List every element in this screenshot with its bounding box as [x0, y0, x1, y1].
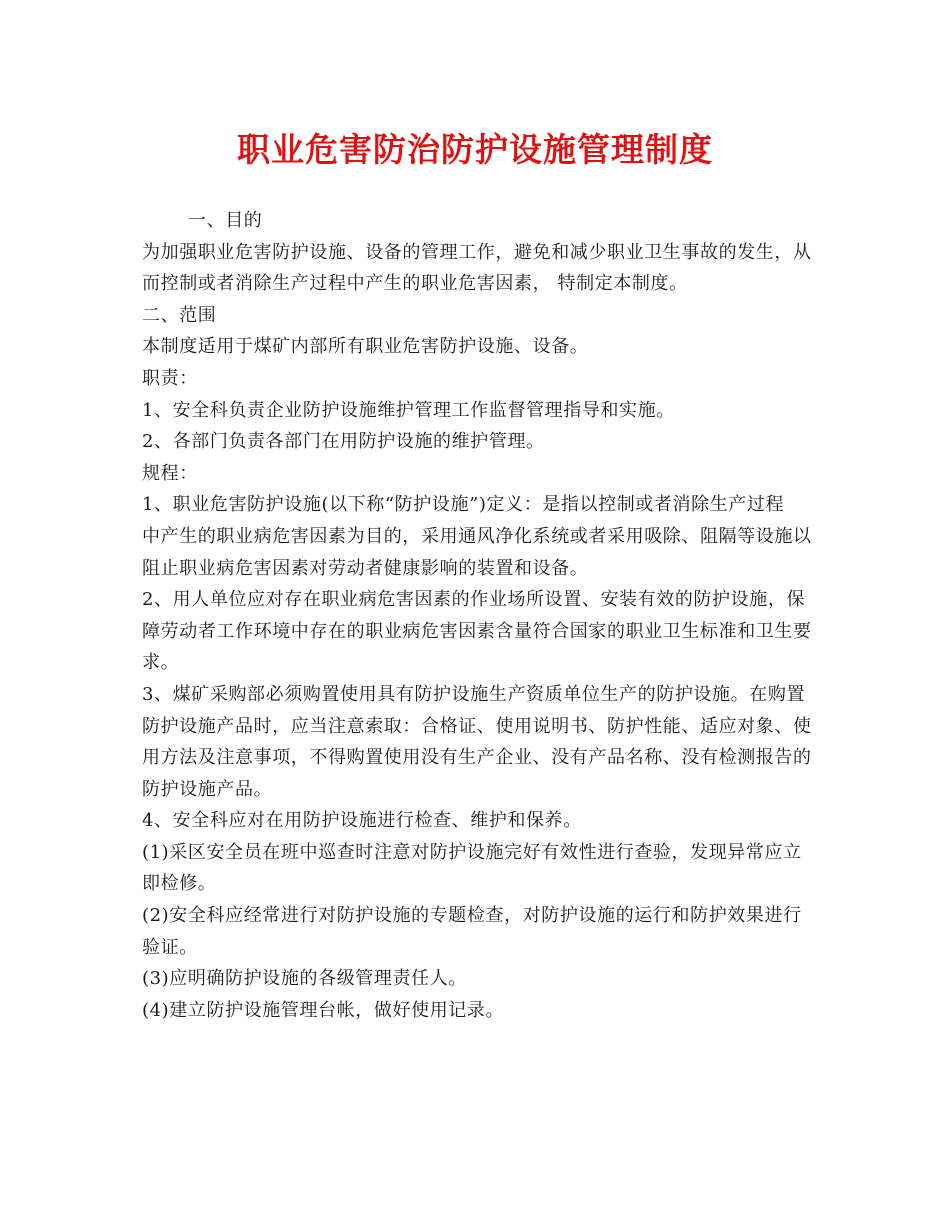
- section-heading-purpose: 一、目的: [188, 210, 263, 231]
- section-heading-scope: 二、范围: [142, 304, 217, 326]
- paragraph-line: 求。: [142, 652, 180, 674]
- list-item: 2、各部门负责各部门在用防护设施的维护管理。: [142, 431, 545, 453]
- paragraph-line: 防护设施产品时，应当注意索取：合格证、使用说明书、防护性能、适应对象、使: [142, 715, 812, 737]
- paragraph-line: 本制度适用于煤矿内部所有职业危害防护设施、设备。: [142, 336, 589, 358]
- paragraph-line: 3、煤矿采购部必须购置使用具有防护设施生产资质单位生产的防护设施。在购置: [142, 683, 806, 705]
- section-heading-duties: 职责：: [142, 367, 198, 389]
- paragraph-line: 阻止职业病危害因素对劳动者健康影响的装置和设备。: [142, 557, 589, 579]
- paragraph-line: (1)采区安全员在班中巡查时注意对防护设施完好有效性进行查验，发现异常应立: [142, 841, 802, 863]
- paragraph-line: 即检修。: [142, 873, 217, 895]
- paragraph-line: 为加强职业危害防护设施、设备的管理工作，避免和减少职业卫生事故的发生，从: [142, 241, 812, 263]
- paragraph-line: 防护设施产品。: [142, 778, 273, 800]
- paragraph-line: 验证。: [142, 936, 198, 958]
- list-item: 1、安全科负责企业防护设施维护管理工作监督管理指导和实施。: [142, 399, 675, 421]
- paragraph-line: (3)应明确防护设施的各级管理责任人。: [142, 968, 467, 990]
- page-title: 职业危害防治防护设施管理制度: [237, 130, 713, 169]
- paragraph-line: 而控制或者消除生产过程中产生的职业危害因素， 特制定本制度。: [142, 273, 688, 295]
- paragraph-line: (2)安全科应经常进行对防护设施的专题检查，对防护设施的运行和防护效果进行: [142, 905, 802, 927]
- paragraph-line: 中产生的职业病危害因素为目的，采用通风净化系统或者采用吸除、阻隔等设施以: [142, 525, 812, 547]
- paragraph-line: (4)建立防护设施管理台帐，做好使用记录。: [142, 999, 505, 1021]
- section-heading-rules: 规程：: [142, 462, 198, 484]
- paragraph-line: 1、职业危害防护设施(以下称“防护设施”)定义：是指以控制或者消除生产过程: [142, 494, 785, 516]
- paragraph-line: 2、用人单位应对存在职业病危害因素的作业场所设置、安装有效的防护设施，保: [142, 589, 806, 611]
- document-body: [142, 205, 814, 1026]
- paragraph-line: 4、安全科应对在用防护设施进行检查、维护和保养。: [142, 810, 582, 832]
- paragraph-line: 用方法及注意事项，不得购置使用没有生产企业、没有产品名称、没有检测报告的: [142, 747, 812, 769]
- paragraph-line: 障劳动者工作环境中存在的职业病危害因素含量符合国家的职业卫生标准和卫生要: [142, 620, 812, 642]
